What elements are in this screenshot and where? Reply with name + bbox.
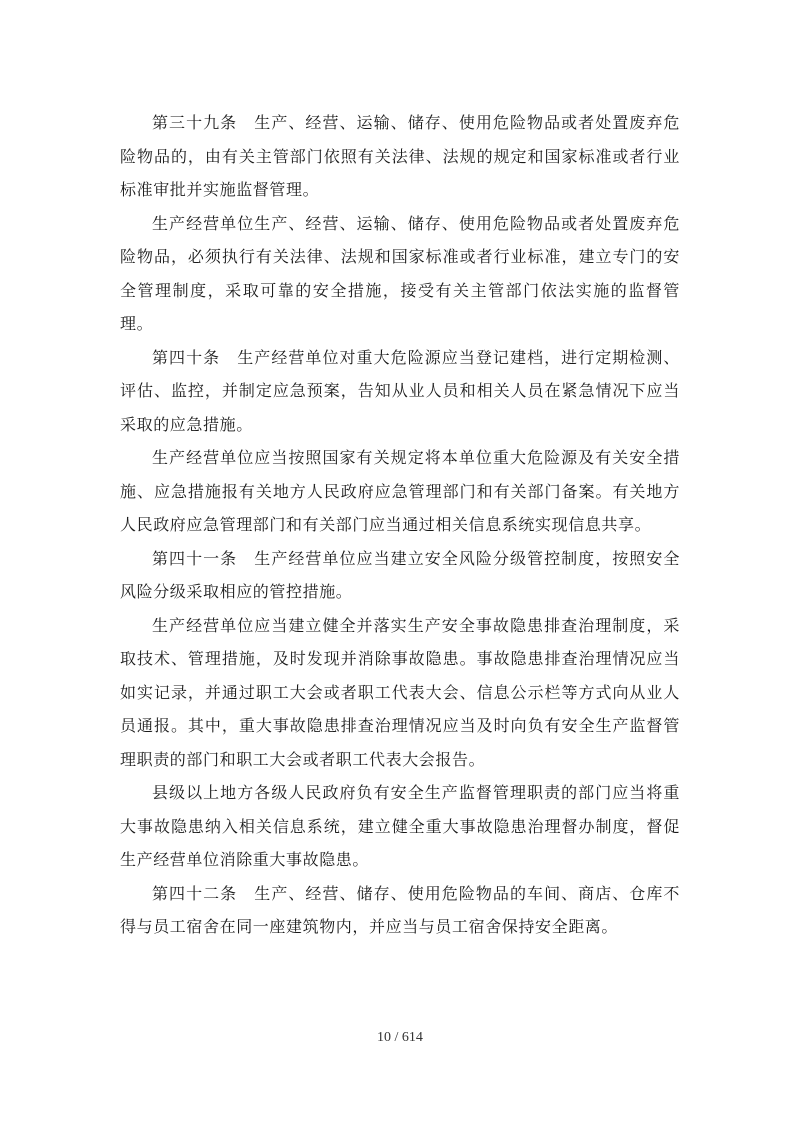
paragraph-article-41-clause-2: 生产经营单位应当建立健全并落实生产安全事故隐患排查治理制度，采取技术、管理措施，及时发现并消除事故隐患。事故隐患排查治理情况应当如实记录，并通过职工大会或者职工代表大会、信息公示栏等方式向从业人员通报。其中，重大事故隐患排查治理情况应当及时向负有安全生产监督管理职责的部门和职工大会或者职工代表大会报告。 — [120, 615, 680, 769]
paragraph-article-41-clause-3: 县级以上地方各级人民政府负有安全生产监督管理职责的部门应当将重大事故隐患纳入相关信息系统，建立健全重大事故隐患治理督办制度，督促生产经营单位消除重大事故隐患。 — [120, 783, 680, 869]
paragraph-article-39-clause-2: 生产经营单位生产、经营、运输、储存、使用危险物品或者处置废弃危险物品，必须执行有关法律、法规和国家标准或者行业标准，建立专门的安全管理制度，采取可靠的安全措施，接受有关主管部门依法实施的监督管理。 — [120, 213, 680, 333]
paragraph-article-41: 第四十一条 生产经营单位应当建立安全风险分级管控制度，按照安全风险分级采取相应的管控措施。 — [120, 548, 680, 601]
paragraph-article-42: 第四十二条 生产、经营、储存、使用危险物品的车间、商店、仓库不得与员工宿舍在同一座建筑物内，并应当与员工宿舍保持安全距离。 — [120, 883, 680, 936]
paragraph-article-40-clause-2: 生产经营单位应当按照国家有关规定将本单位重大危险源及有关安全措施、应急措施报有关地方人民政府应急管理部门和有关部门备案。有关地方人民政府应急管理部门和有关部门应当通过相关信息系统实现信息共享。 — [120, 448, 680, 534]
document-body — [120, 106, 680, 944]
paragraph-article-39: 第三十九条 生产、经营、运输、储存、使用危险物品或者处置废弃危险物品的，由有关主管部门依照有关法律、法规的规定和国家标准或者行业标准审批并实施监督管理。 — [120, 113, 680, 199]
paragraph-article-40: 第四十条 生产经营单位对重大危险源应当登记建档，进行定期检测、评估、监控，并制定应急预案，告知从业人员和相关人员在紧急情况下应当采取的应急措施。 — [120, 347, 680, 434]
page-number: 10 / 614 — [377, 1030, 423, 1045]
